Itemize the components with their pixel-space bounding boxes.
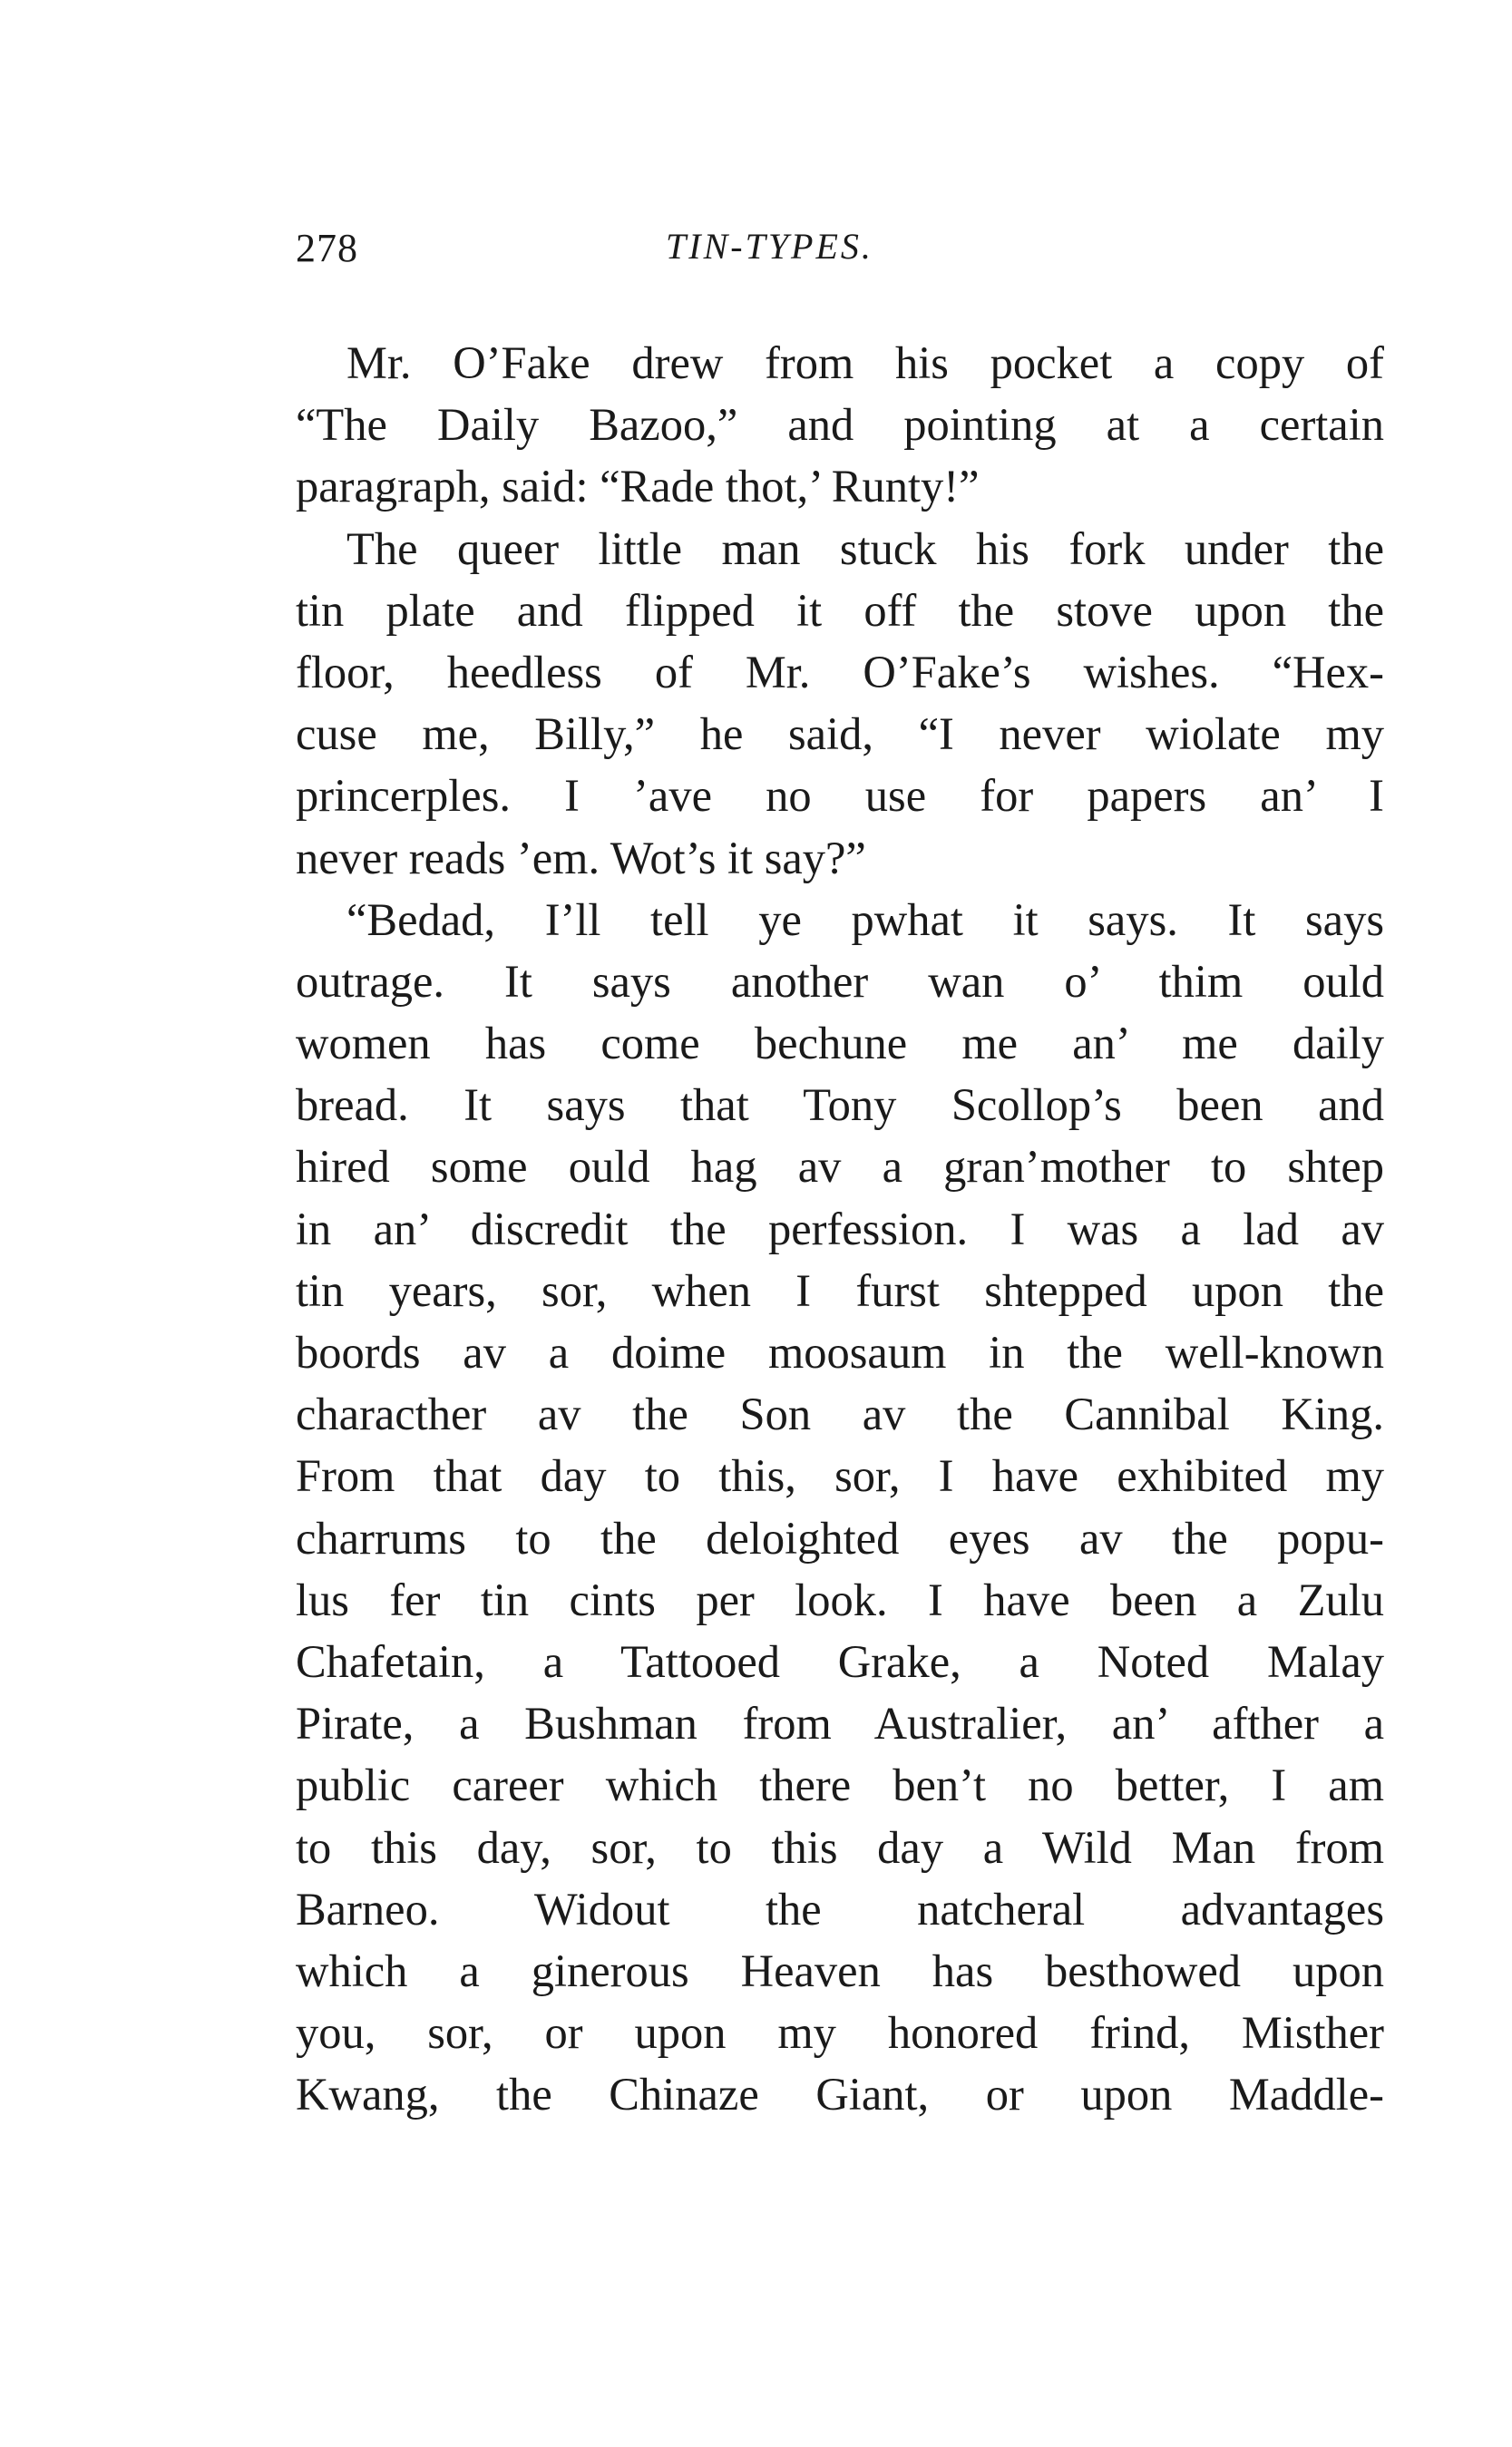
text-line: Mr. O’Fake drew from his pocket a copy of <box>346 337 1384 388</box>
text-line: The queer little man stuck his fork under the <box>346 522 1384 574</box>
text-line: princerples. I ’ave no use for papers an’ I <box>296 770 1384 822</box>
text-line: you, sor, or upon my honored frind, Misther <box>296 2007 1384 2059</box>
text-line: never reads ’em. Wot’s it say?” <box>296 832 866 883</box>
text-line: public career which there ben’t no better, I am <box>296 1760 1384 1811</box>
text-line: cuse me, Billy,” he said, “I never wiolate my <box>296 708 1384 760</box>
text-line: charrums to the deloighted eyes av the popu- <box>296 1512 1384 1564</box>
page-number: 278 <box>296 226 358 270</box>
text-line: outrage. It says another wan o’ thim ould <box>296 955 1384 1007</box>
text-line: hired some ould hag av a gran’mother to shtep <box>296 1141 1384 1193</box>
text-line: in an’ discredit the perfession. I was a lad av <box>296 1203 1384 1254</box>
text-line: Barneo. Widout the natcheral advantages <box>296 1883 1384 1935</box>
body-text <box>296 332 1384 2125</box>
text-line: From that day to this, sor, I have exhibited my <box>296 1450 1384 1502</box>
text-line: bread. It says that Tony Scollop’s been and <box>296 1079 1384 1131</box>
text-line: “The Daily Bazoo,” and pointing at a certain <box>296 399 1384 451</box>
running-title: TIN-TYPES. <box>666 226 873 267</box>
text-line: women has come bechune me an’ me daily <box>296 1018 1384 1069</box>
text-line: to this day, sor, to this day a Wild Man from <box>296 1821 1384 1873</box>
text-line: tin years, sor, when I furst shtepped upon the <box>296 1264 1384 1316</box>
running-head <box>296 225 1384 279</box>
text-line: boords av a doime moosaum in the well-known <box>296 1327 1384 1378</box>
text-line: paragraph, said: “Rade thot,’ Runty!” <box>296 461 980 512</box>
text-line: “Bedad, I’ll tell ye pwhat it says. It says <box>346 893 1384 945</box>
text-line: floor, heedless of Mr. O’Fake’s wishes. “Hex- <box>296 646 1384 697</box>
text-line: Chafetain, a Tattooed Grake, a Noted Malay <box>296 1635 1384 1687</box>
text-line: tin plate and flipped it off the stove upon the <box>296 584 1384 636</box>
text-line: lus fer tin cints per look. I have been a Zulu <box>296 1574 1384 1625</box>
text-line: Pirate, a Bushman from Australier, an’ afther a <box>296 1698 1384 1750</box>
text-line: Kwang, the Chinaze Giant, or upon Maddle- <box>296 2069 1384 2120</box>
text-line: characther av the Son av the Cannibal King. <box>296 1389 1384 1440</box>
text-line: which a ginerous Heaven has besthowed upon <box>296 1945 1384 1996</box>
